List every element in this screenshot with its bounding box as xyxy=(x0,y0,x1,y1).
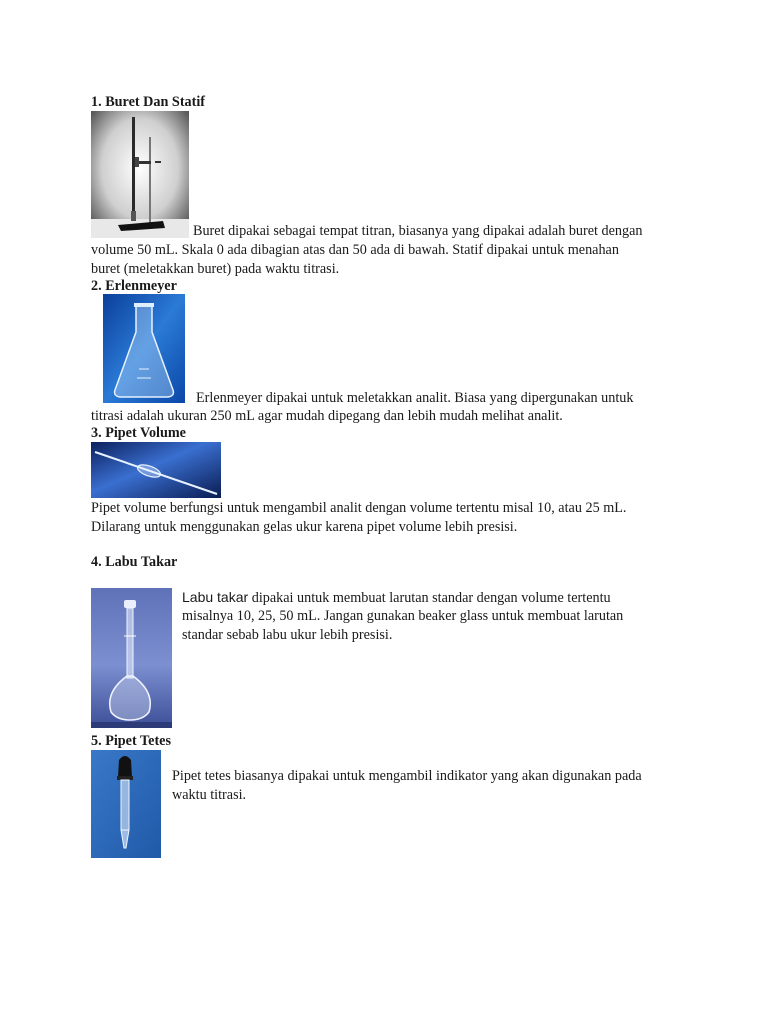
section-heading-pipet-volume: 3. Pipet Volume xyxy=(91,425,186,441)
volumetric-pipette-photo xyxy=(91,442,221,498)
buret-text-line-1: Buret dipakai sebagai tempat titran, biasanya yang dipakai adalah buret dengan xyxy=(193,223,643,239)
labu-takar-text-line-2: misalnya 10, 25, 50 mL. Jangan gunakan beaker glass untuk membuat larutan xyxy=(182,608,624,624)
volumetric-flask-photo xyxy=(91,588,172,728)
buret-text-line-3: buret (meletakkan buret) pada waktu titrasi. xyxy=(91,261,340,277)
erlenmeyer-text-line-1: Erlenmeyer dipakai untuk meletakkan analit. Biasa yang dipergunakan untuk xyxy=(196,390,634,406)
pipet-tetes-text-line-1: Pipet tetes biasanya dipakai untuk mengambil indikator yang akan digunakan pada xyxy=(172,768,642,784)
labu-takar-lead-text: Labu takar xyxy=(182,589,249,605)
pipet-tetes-text-line-2: waktu titrasi. xyxy=(172,787,247,803)
pipet-volume-text-line-2: Dilarang untuk menggunakan gelas ukur karena pipet volume lebih presisi. xyxy=(91,519,518,535)
buret-stand-photo xyxy=(91,111,189,238)
labu-takar-text-line-1 xyxy=(182,588,611,608)
labu-takar-text-line-1-rest: dipakai untuk membuat larutan standar dengan volume tertentu xyxy=(248,590,611,606)
section-heading-erlenmeyer: 2. Erlenmeyer xyxy=(91,278,177,294)
section-heading-labu-takar: 4. Labu Takar xyxy=(91,554,178,570)
erlenmeyer-flask-photo xyxy=(103,294,185,403)
pipet-volume-text-line-1: Pipet volume berfungsi untuk mengambil analit dengan volume tertentu misal 10, atau 25 mL. xyxy=(91,500,627,516)
buret-text-line-2: volume 50 mL. Skala 0 ada dibagian atas dan 50 ada di bawah. Statif dipakai untuk menahan xyxy=(91,242,619,258)
labu-takar-text-line-3: standar sebab labu ukur lebih presisi. xyxy=(182,627,393,643)
dropper-pipette-photo xyxy=(91,750,161,858)
section-heading-pipet-tetes: 5. Pipet Tetes xyxy=(91,733,171,749)
section-heading-buret: 1. Buret Dan Statif xyxy=(91,94,206,110)
erlenmeyer-text-line-2: titrasi adalah ukuran 250 mL agar mudah dipegang dan lebih mudah melihat analit. xyxy=(91,408,563,424)
